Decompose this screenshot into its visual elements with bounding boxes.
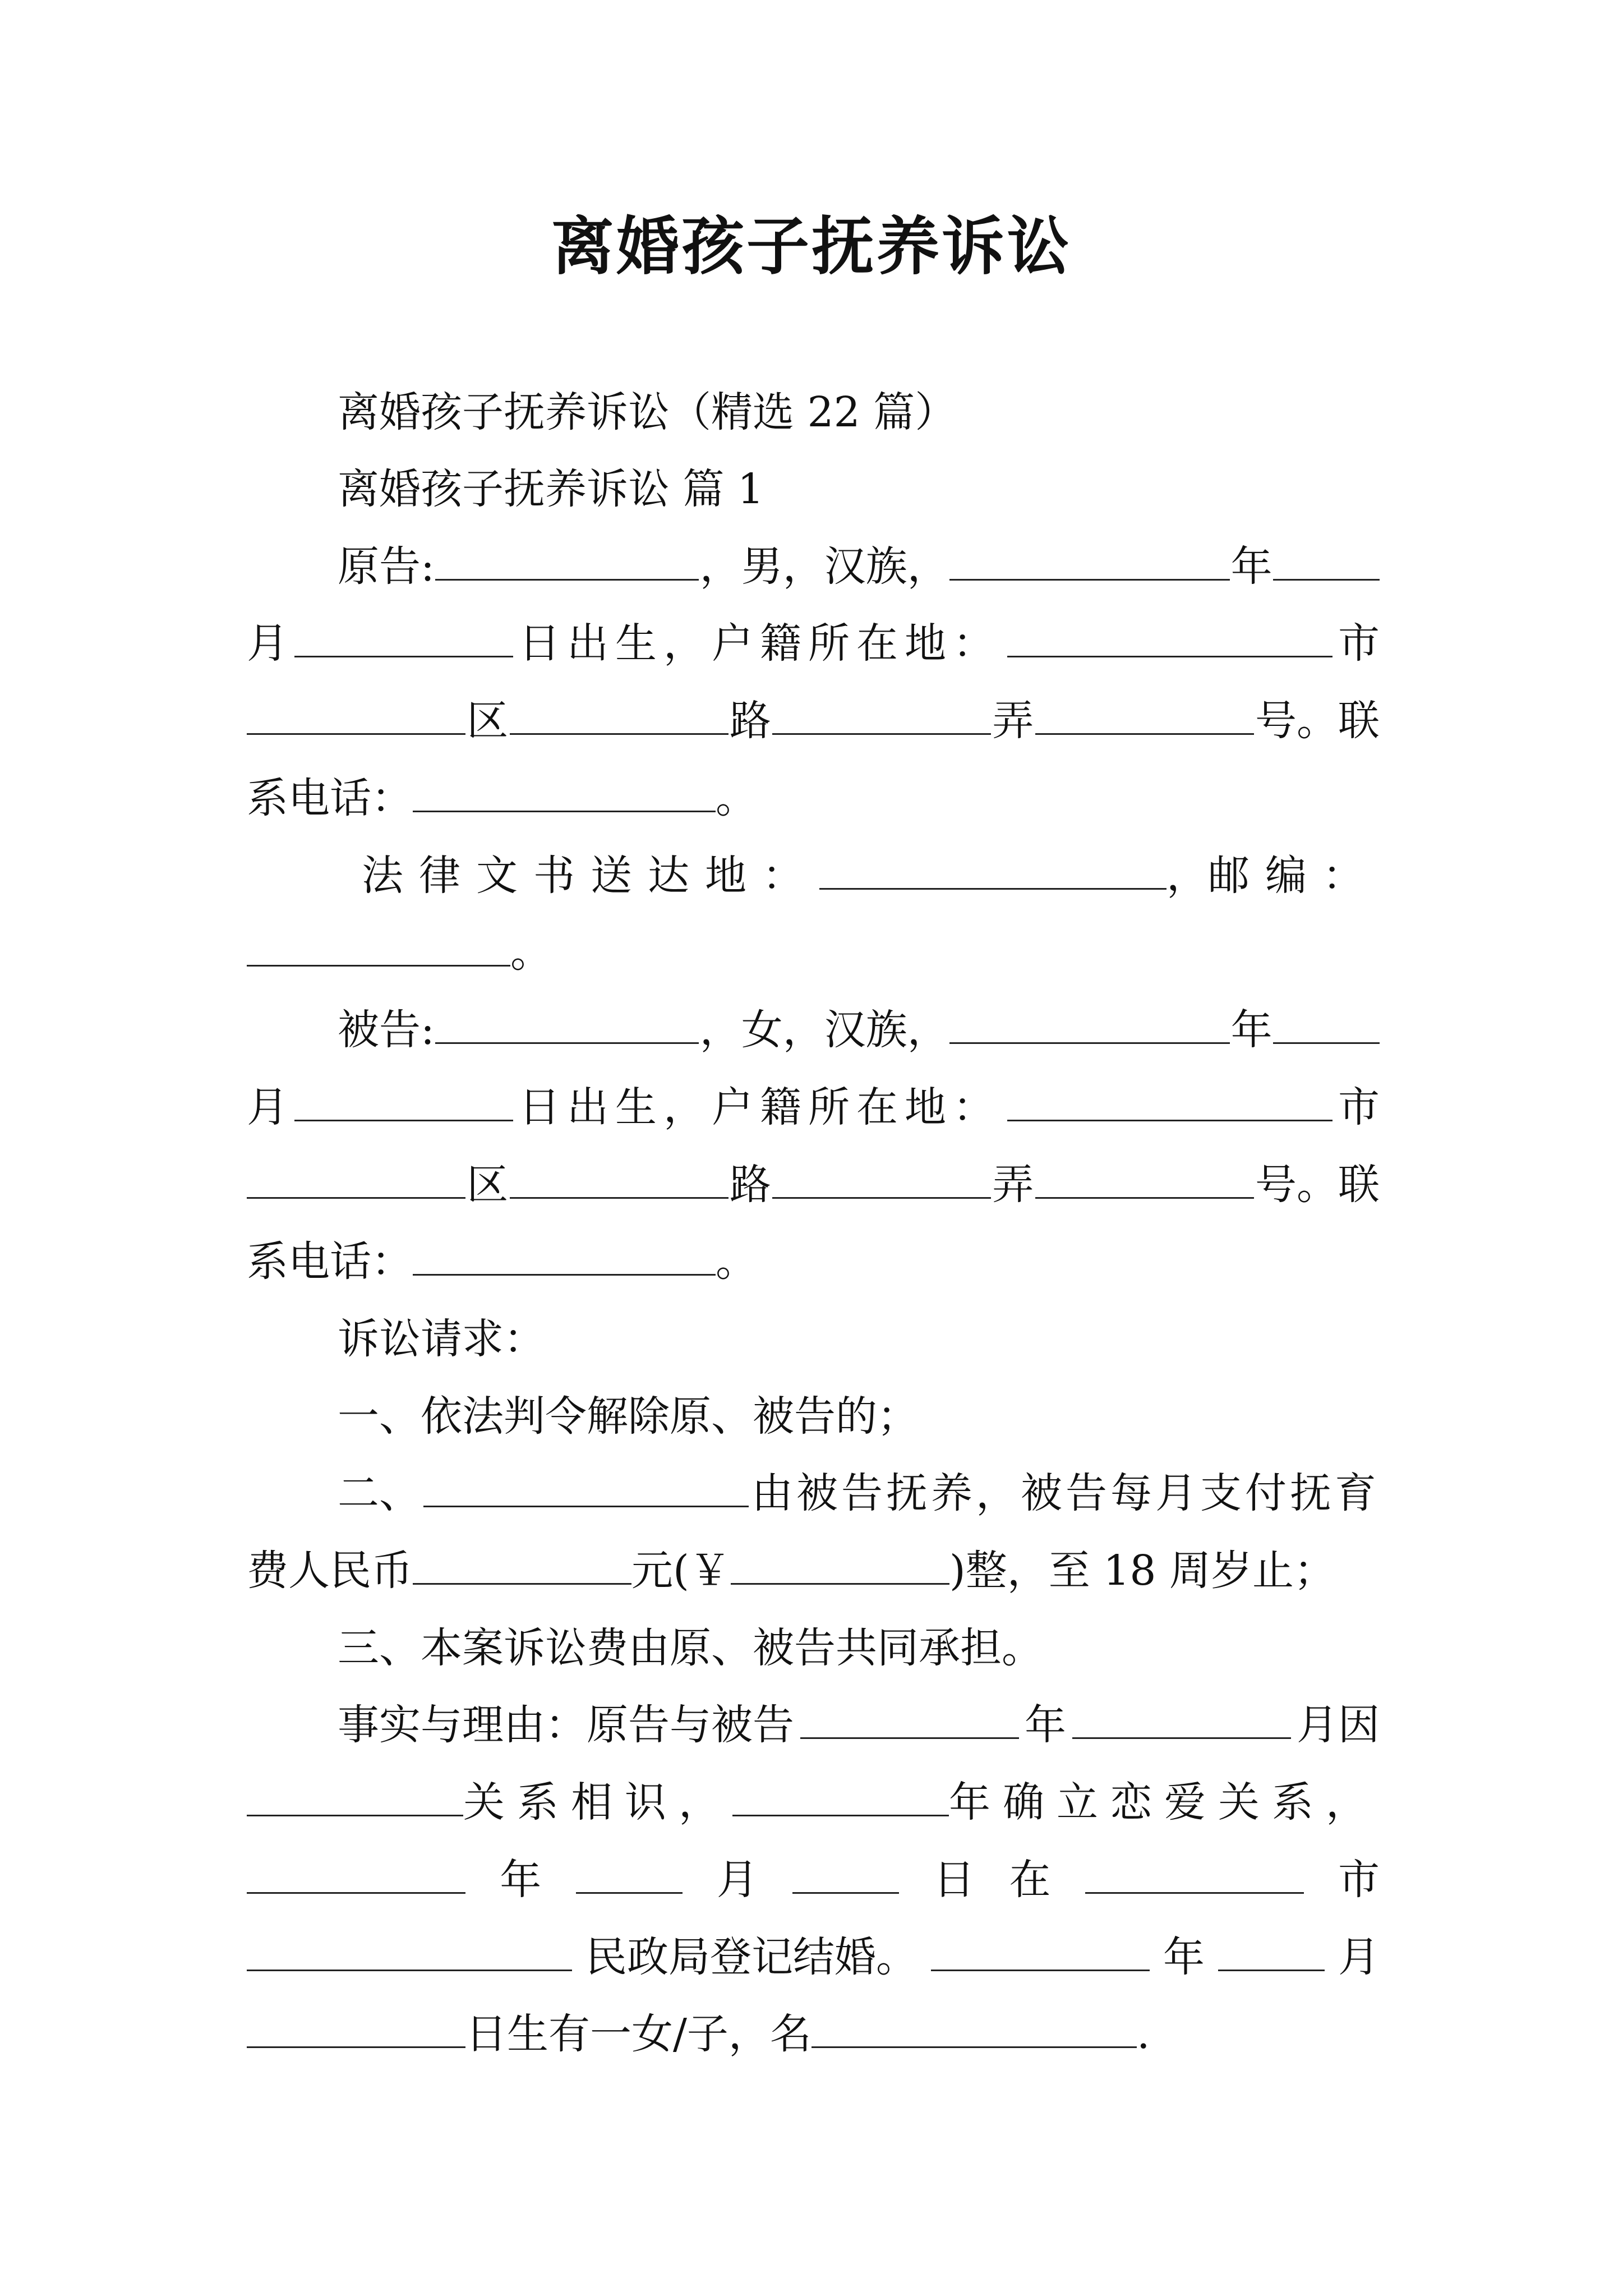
claim-item-2-cont — [247, 1543, 1380, 1599]
text-run: 事实与理由：原告与被告 — [338, 1701, 794, 1749]
claim-item-3: 三、本案诉讼费由原、被告共同承担。 — [338, 1624, 1043, 1672]
defendant-line-2 — [247, 1079, 1380, 1135]
text-run: 日生有一女/子，名 — [465, 2010, 811, 2058]
claim-item-1: 一、依法判令解除原、被告的； — [338, 1392, 919, 1441]
blank-field — [576, 1853, 683, 1894]
blank-field — [247, 926, 510, 967]
text-run: 年 — [1230, 1006, 1272, 1054]
blank-field — [510, 694, 728, 735]
text-run: 月 — [1338, 1933, 1380, 1981]
blank-field — [247, 1853, 465, 1894]
blank-field — [1273, 540, 1380, 581]
blank-field — [819, 849, 1166, 890]
subtitle: 离婚孩子抚养诉讼（精选 22 篇） — [338, 388, 957, 436]
text-run: 路 — [729, 1161, 771, 1209]
blank-field — [435, 1003, 699, 1044]
text-run: 弄 — [992, 697, 1034, 745]
text-run: 年 — [1230, 542, 1272, 591]
text-run: 区 — [467, 697, 509, 745]
plaintiff-line-2 — [247, 615, 1380, 671]
text-run: 日 — [933, 1856, 975, 1904]
text-run: 系电话： — [247, 1237, 413, 1286]
blank-field — [1007, 1080, 1332, 1121]
plaintiff-label: 原告: — [338, 542, 435, 591]
blank-field — [1007, 616, 1332, 657]
page-title: 离婚孩子抚养诉讼 — [551, 210, 1072, 283]
blank-field — [413, 771, 716, 812]
text-run: 月因 — [1297, 1701, 1380, 1749]
blank-field — [294, 616, 513, 657]
blank-field — [1218, 1930, 1325, 1971]
text-run: 。 — [510, 928, 552, 977]
text-run: 市 — [1338, 1856, 1380, 1904]
text-run: 月 — [247, 619, 288, 668]
text-run: 月 — [247, 1083, 288, 1131]
text-run: ，女，汉族， — [699, 1006, 949, 1054]
text-run: . — [1136, 2010, 1150, 2058]
text-run: 路 — [729, 697, 771, 745]
blank-field — [247, 1930, 572, 1971]
blank-field — [1273, 1003, 1380, 1044]
defendant-line-1 — [247, 1002, 1380, 1058]
text-run: )整，至 18 周岁止； — [949, 1547, 1335, 1595]
text-run: 费人民币 — [247, 1547, 413, 1595]
text-run: 年确立恋爱关系， — [949, 1778, 1380, 1826]
blank-field — [811, 2007, 1137, 2048]
facts-line-1 — [247, 1697, 1380, 1753]
text-run: 弄 — [992, 1161, 1034, 1209]
blank-field — [1035, 1158, 1254, 1199]
text-run: 日出生，户籍所在地： — [519, 619, 1001, 668]
defendant-label: 被告: — [338, 1006, 435, 1054]
text-run: 邮编： — [1208, 852, 1380, 900]
facts-line-3 — [247, 1852, 1380, 1908]
blank-field — [949, 1003, 1230, 1044]
blank-field — [423, 1466, 749, 1507]
text-run: ，男，汉族， — [699, 542, 949, 591]
blank-field — [772, 1158, 991, 1199]
blank-field — [1035, 694, 1254, 735]
claims-heading: 诉讼请求： — [338, 1315, 545, 1363]
defendant-line-3 — [247, 1157, 1380, 1213]
defendant-line-4 — [247, 1234, 1380, 1290]
blank-field — [435, 540, 699, 581]
text-run: 号。联 — [1255, 697, 1380, 745]
blank-field — [1085, 1853, 1304, 1894]
text-run: 月 — [716, 1856, 758, 1904]
facts-line-4 — [247, 1929, 1380, 1985]
blank-field — [413, 1544, 631, 1585]
text-run: 民政局登记结婚。 — [585, 1933, 917, 1981]
text-run: 日出生，户籍所在地： — [519, 1083, 1001, 1131]
facts-line-5 — [247, 2006, 1380, 2062]
blank-field — [247, 1158, 465, 1199]
text-run: 关系相识， — [463, 1778, 732, 1826]
text-run: 区 — [467, 1161, 509, 1209]
blank-field — [800, 1698, 1019, 1739]
plaintiff-line-1 — [247, 539, 1380, 595]
claim-item-2 — [247, 1465, 1380, 1521]
postcode-line — [247, 924, 1380, 981]
blank-field — [1072, 1698, 1291, 1739]
text-run: 。 — [716, 1237, 757, 1286]
text-run: 号。联 — [1255, 1161, 1380, 1209]
blank-field — [247, 1775, 463, 1816]
facts-line-2 — [247, 1774, 1380, 1830]
text-run: 法律文书送达地： — [362, 852, 819, 900]
blank-field — [247, 2007, 465, 2048]
blank-field — [772, 694, 991, 735]
blank-field — [413, 1235, 716, 1276]
text-run: 由被告抚养，被告每月支付抚育 — [751, 1469, 1380, 1517]
plaintiff-line-3 — [247, 693, 1380, 749]
text-run: 市 — [1338, 619, 1380, 668]
text-run: ， — [1166, 852, 1208, 900]
blank-field — [792, 1853, 899, 1894]
blank-field — [510, 1158, 728, 1199]
blank-field — [294, 1080, 513, 1121]
text-run: 年 — [500, 1856, 542, 1904]
service-address-line — [247, 848, 1380, 904]
blank-field — [732, 1775, 949, 1816]
text-run: 年 — [1025, 1701, 1066, 1749]
text-run: 系电话： — [247, 774, 413, 822]
blank-field — [931, 1930, 1150, 1971]
section-heading: 离婚孩子抚养诉讼 篇 1 — [338, 465, 764, 513]
text-run: 二、 — [338, 1469, 421, 1517]
blank-field — [949, 540, 1230, 581]
blank-field — [247, 694, 465, 735]
text-run: 年 — [1163, 1933, 1205, 1981]
text-run: 元(￥ — [631, 1547, 731, 1595]
blank-field — [731, 1544, 949, 1585]
text-run: 市 — [1338, 1083, 1380, 1131]
plaintiff-line-4 — [247, 770, 1380, 826]
text-run: 。 — [716, 774, 757, 822]
text-run: 在 — [1009, 1856, 1051, 1904]
